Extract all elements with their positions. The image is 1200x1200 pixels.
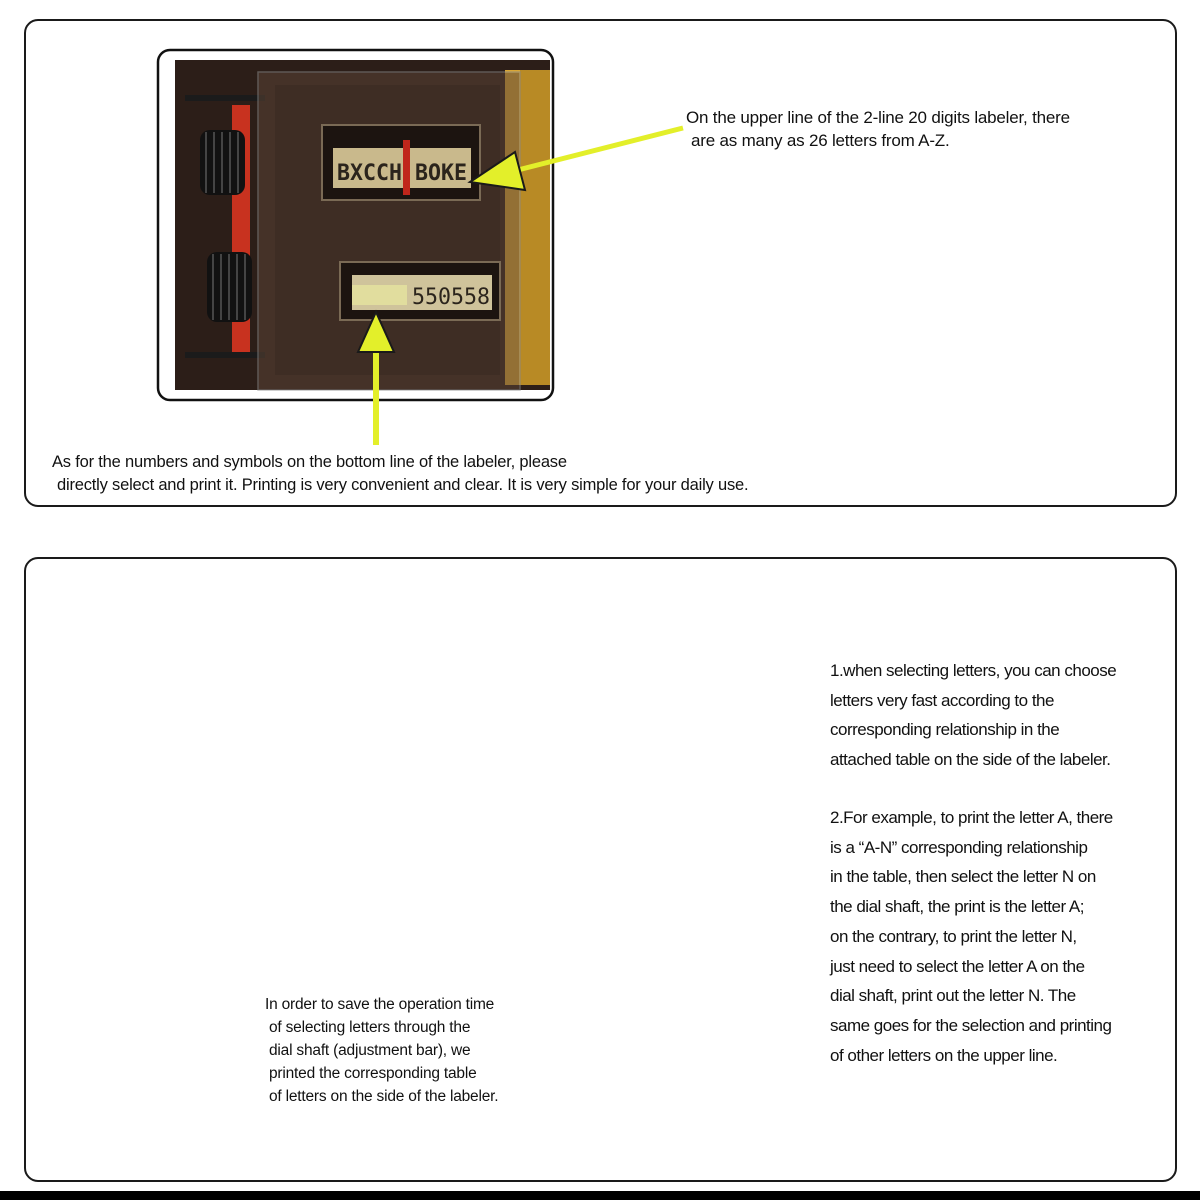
callout-line: are as many as 26 letters from A-Z. bbox=[691, 131, 950, 150]
note-line: printed the corresponding table bbox=[269, 1065, 477, 1082]
lower-display-text: 550558 bbox=[412, 285, 490, 310]
upper-knob bbox=[200, 130, 245, 195]
print-head-photo bbox=[158, 50, 553, 400]
instruction-line: letters very fast according to the bbox=[830, 690, 1054, 710]
instruction-line: corresponding relationship in the bbox=[830, 720, 1060, 739]
lower-knob bbox=[207, 252, 252, 322]
instruction-line: attached table on the side of the labeler. bbox=[830, 749, 1111, 769]
instruction-1 bbox=[830, 656, 1116, 774]
instruction-line: same goes for the selection and printing bbox=[830, 1015, 1112, 1035]
callout-line: As for the numbers and symbols on the bottom line of the labeler, please bbox=[52, 453, 567, 471]
instruction-line: 1.when selecting letters, you can choose bbox=[830, 661, 1117, 680]
instruction-2 bbox=[830, 803, 1113, 1070]
note-line: dial shaft (adjustment bar), we bbox=[269, 1042, 471, 1059]
instruction-line: in the table, then select the letter N on bbox=[830, 867, 1096, 887]
instruction-line: is a “A-N” corresponding relationship bbox=[830, 837, 1088, 857]
instruction-line: 2.For example, to print the letter A, there bbox=[830, 808, 1113, 827]
note-line: of selecting letters through the bbox=[269, 1019, 471, 1036]
instruction-line: on the contrary, to print the letter N, bbox=[830, 926, 1077, 946]
upper-line-callout bbox=[686, 106, 1070, 152]
bottom-border-bar bbox=[0, 1191, 1200, 1200]
bottom-line-callout bbox=[52, 451, 748, 497]
instruction-line: just need to select the letter A on the bbox=[830, 956, 1085, 976]
instruction-line: the dial shaft, the print is the letter A; bbox=[830, 897, 1084, 917]
instruction-line: dial shaft, print out the letter N. The bbox=[830, 986, 1076, 1006]
callout-line: directly select and print it. Printing is very convenient and clear. It is very simple for your daily use. bbox=[57, 476, 749, 494]
side-table-note bbox=[265, 993, 498, 1108]
note-line: In order to save the operation time bbox=[265, 996, 495, 1013]
instruction-line: of other letters on the upper line. bbox=[830, 1045, 1058, 1065]
note-line: of letters on the side of the labeler. bbox=[269, 1088, 499, 1105]
upper-display-text: BXCCH BOKE bbox=[337, 161, 467, 186]
callout-line: On the upper line of the 2-line 20 digits labeler, there bbox=[686, 108, 1070, 127]
